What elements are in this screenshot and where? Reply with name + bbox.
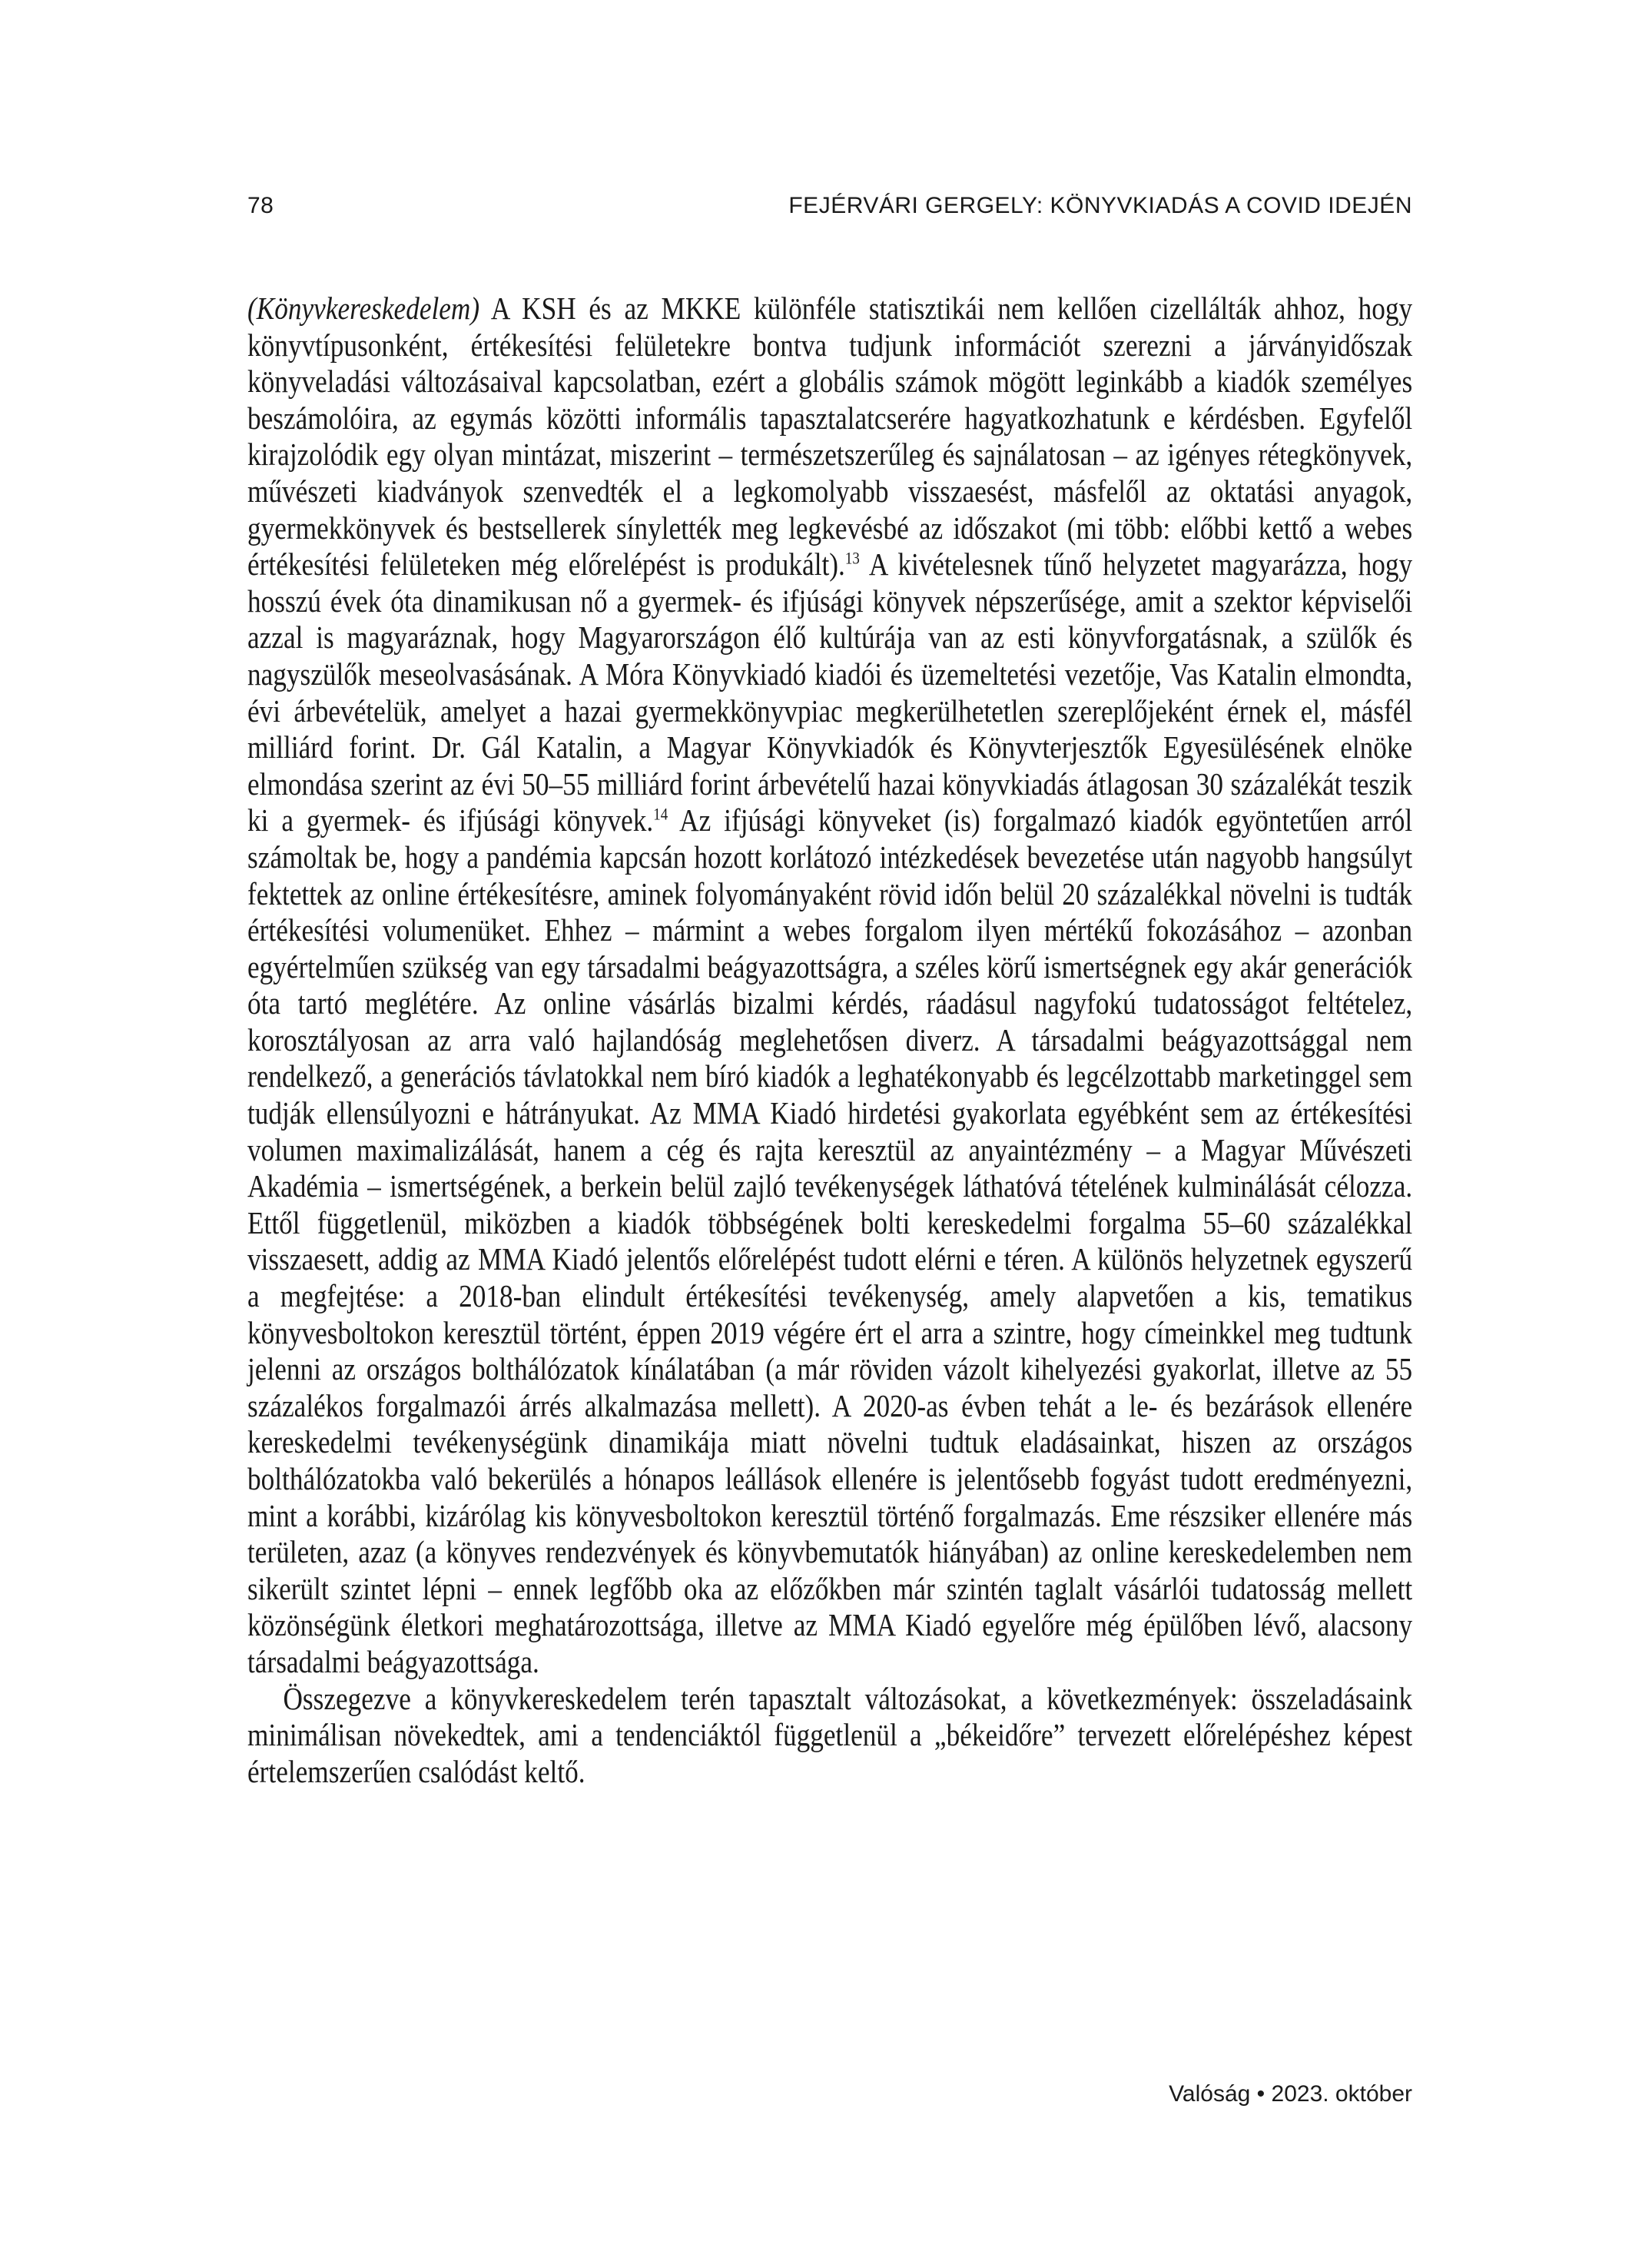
running-head (247, 191, 1412, 221)
footnote-ref[interactable]: 13 (844, 548, 860, 568)
journal-name: Valóság (1169, 2081, 1251, 2107)
footnote-ref[interactable]: 14 (653, 804, 668, 824)
paragraph: Összegezve a könyvkereskedelem terén tapasztalt változásokat, a következmények: összeladásaink minimálisan növekedtek, ami a tendenciáktól függetlenül a „békeidőre” tervezett előrelépéshez képest értelemszerűen csalódást keltő. (247, 1680, 1413, 1789)
bullet-separator: • (1256, 2081, 1265, 2107)
page-footer (1169, 2081, 1412, 2112)
paragraph (247, 291, 1412, 1681)
running-title: FEJÉRVÁRI GERGELY: KÖNYVKIADÁS A COVID IDEJÉN (788, 193, 1412, 218)
paragraph-text: Az ifjúsági könyveket (is) forgalmazó kiadók egyöntetűen arról számoltak be, hogy a pandémia kapcsán hozott korlátozó intézkedések bevezetése után nagyobb hangsúlyt fektettek az online értékesítésre, aminek folyományaként rövid időn belül 20 százalékkal növelni is tudták értékesítési volumenüket. Ehhez – mármint a webes forgalom ilyen mértékű fokozásához – azonban egyértelműen szükség van egy társadalmi beágyazottságra, a széles körű ismertségnek egy akár generációk óta tartó meglétére. Az online vásárlás bizalmi kérdés, ráadásul nagyfokú tudatosságot feltételez, korosztályosan az arra való hajlandóság meglehetősen diverz. A társadalmi beágyazottsággal nem rendelkező, a generációs távlatokkal nem bíró kiadók a leghatékonyabb és legcélzottabb marketinggel sem tudják ellensúlyozni e hátrányukat. Az MMA Kiadó hirdetési gyakorlata egyébként sem az értékesítési volumen maximalizálását, hanem a cég és rajta keresztül az anyaintézmény – a Magyar Művészeti Akadémia – ismertségének, a berkein belül zajló tevékenységek láthatóvá tételének kulminálását célozza. Ettől függetlenül, miközben a kiadók többségének bolti kereskedelmi forgalma 55–60 százalékkal visszaesett, addig az MMA Kiadó jelentős előrelépést tudott elérni e téren. A különös helyzetnek egyszerű a megfejtése: a 2018-ban elindult értékesítési tevékenység, amely alapvetően a kis, tematikus könyvesboltokon keresztül történt, éppen 2019 végére ért el arra a szintre, hogy címeinkkel meg tudtunk jelenni az országos bolthálózatok kínálatában (a már röviden vázolt kihelyezési gyakorlat, illetve az 55 százalékos forgalmazói árrés alkalmazása mellett). A 2020-as évben tehát a le- és bezárások ellenére kereskedelmi tevékenységünk dinamikája miatt növelni tudtuk eladásainkat, hiszen az országos bolthálózatokba való bekerülés a hónapos leállások ellenére is jelentősebb fogyást tudott eredményezni, mint a korábbi, kizárólag kis könyvesboltokon keresztül történő forgalmazás. Eme részsiker ellenére más területen, azaz (a könyves rendezvények és könyvbemutatók hiányában) az online kereskedelemben nem sikerült szintet lépni – ennek legfőbb oka az előzőkben már szintén taglalt vásárlói tudatosság mellett közönségünk életkori meghatározottsága, illetve az MMA Kiadó egyelőre még épülőben lévő, alacsony társadalmi beágyazottsága. (247, 802, 1413, 1679)
section-lead: (Könyvkereskedelem) (247, 291, 480, 326)
paragraph-text: A kivételesnek tűnő helyzetet magyarázza, hogy hosszú évek óta dinamikusan nő a gyermek- és ifjúsági könyvek népszerűsége, amit a szektor képviselői azzal is magyaráznak, hogy Magyarországon élő kultúrája van az esti könyvforgatásnak, a szülők és nagyszülők meseolvasásának. A Móra Könyvkiadó kiadói és üzemeltetési vezetője, Vas Katalin elmondta, évi árbevételük, amelyet a hazai gyermekkönyvpiac megkerülhetetlen szereplőjeként érnek el, másfél milliárd forint. Dr. Gál Katalin, a Magyar Könyvkiadók és Könyvterjesztők Egyesülésének elnöke elmondása szerint az évi 50–55 milliárd forint árbevételű hazai könyvkiadás átlagosan 30 százalékát teszik ki a gyermek- és ifjúsági könyvek. (247, 546, 1413, 838)
issue-date: 2023. október (1271, 2081, 1412, 2107)
paragraph-text: A KSH és az MKKE különféle statisztikái nem kellően cizellálták ahhoz, hogy könyvtípusonként, értékesítési felületekre bontva tudjunk információt szerezni a járványidőszak könyveladási változásaival kapcsolatban, ezért a globális számok mögött leginkább a kiadók személyes beszámolóira, az egymás közötti informális tapasztalatcserére hagyatkozhatunk e kérdésben. Egyfelől kirajzolódik egy olyan mintázat, miszerint – természetszerűleg és sajnálatosan – az igényes rétegkönyvek, művészeti kiadványok szenvedték el a legkomolyabb visszaesést, másfelől az oktatási anyagok, gyermekkönyvek és bestsellerek sínylették meg legkevésbé az időszakot (mi több: előbbi kettő a webes értékesítési felületeken még előrelépést is produkált). (247, 291, 1413, 583)
article-body (247, 291, 1412, 1790)
page-number: 78 (247, 193, 274, 218)
